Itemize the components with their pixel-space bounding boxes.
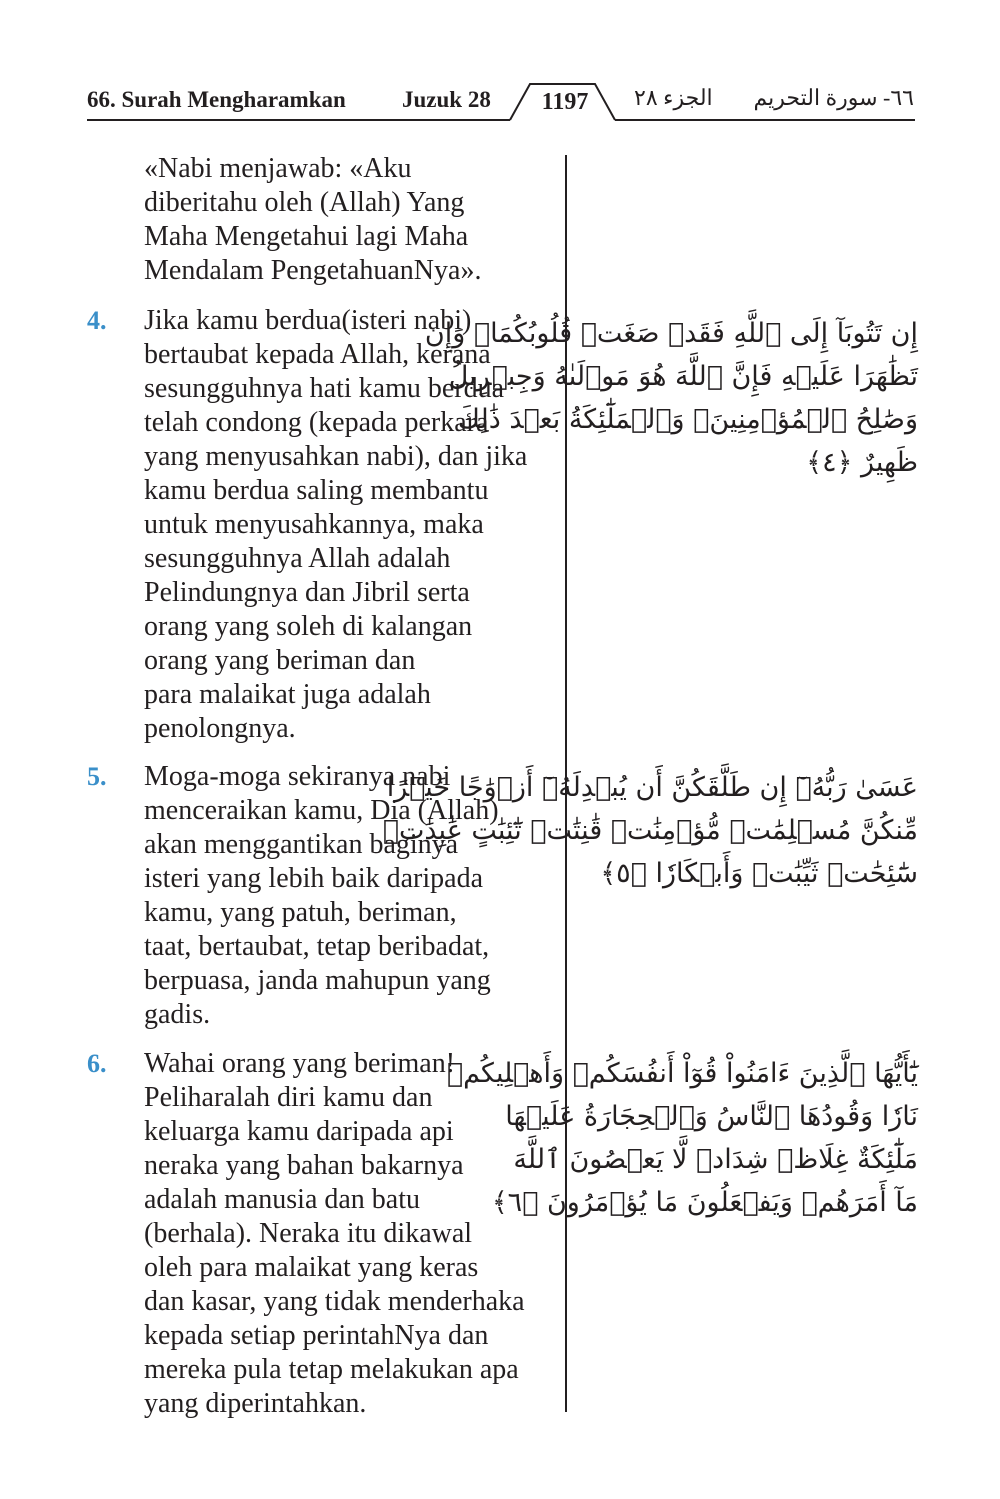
text-line: yang diperintahkan.	[144, 1388, 367, 1419]
juz-label-arabic: الجزء ٢٨	[634, 85, 713, 110]
arabic-line: تَظَٰهَرَا عَلَيۡهِ فَإِنَّ ٱللَّهَ هُوَ مَوۡلَىٰهُ وَجِبۡرِيلُ	[448, 361, 918, 392]
text-line: kepada setiap perintahNya dan	[144, 1320, 489, 1351]
intro-block	[87, 152, 557, 292]
verse-6-arabic	[446, 1052, 918, 1224]
text-line: untuk menyusahkannya, maka	[144, 509, 484, 540]
page-header	[0, 0, 1000, 130]
text-line: Maha Mengetahui lagi Maha	[144, 221, 469, 252]
text-line: kamu berdua saling membantu	[144, 475, 489, 506]
text-line: para malaikat juga adalah	[144, 679, 431, 710]
arabic-line: يَٰٓأَيُّهَا ٱلَّذِينَ ءَامَنُواْ قُوٓاْ أَنفُسَكُمۡ وَأَهۡلِيكُمۡ	[446, 1058, 918, 1089]
text-line: sesungguhnya Allah adalah	[144, 543, 451, 574]
text-line: Moga-moga sekiranya nabi	[144, 761, 451, 792]
intro-text	[144, 152, 564, 288]
arabic-line: عَسَىٰ رَبُّهُۥٓ إِن طَلَّقَكُنَّ أَن يُبۡدِلَهُۥٓ أَزۡوَٰجًا خَيۡرًا	[386, 772, 918, 803]
arabic-line: إِن تَتُوبَآ إِلَى ٱللَّهِ فَقَدۡ صَغَتۡ قُلُوبُكُمَاۖ وَإِن	[424, 318, 918, 349]
arabic-line: سَٰٓئِحَٰتٖ ثَيِّبَٰتٖ وَأَبۡكَارٗا ﴿٥﴾	[600, 858, 918, 889]
arabic-line: مَلَٰٓئِكَةٌ غِلَاظٞ شِدَادٞ لَّا يَعۡصُونَ ٱللَّهَ	[513, 1144, 918, 1175]
text-line: keluarga kamu daripada api	[144, 1116, 454, 1147]
arabic-line: ظَهِيرٌ ﴿٤﴾	[806, 447, 918, 478]
verse-6-translation	[87, 1047, 557, 1427]
text-line: Peliharalah diri kamu dan	[144, 1082, 433, 1113]
text-line: yang menyusahkan nabi), dan jika	[144, 441, 528, 472]
text-line: diberitahu oleh (Allah) Yang	[144, 187, 465, 218]
text-line: Jika kamu berdua(isteri nabi)	[144, 305, 472, 336]
verse-5-arabic	[382, 766, 918, 895]
text-line: berpuasa, janda mahupun yang	[144, 965, 491, 996]
verse-text	[144, 1047, 564, 1421]
surah-title-latin: 66. Surah Mengharamkan	[87, 87, 346, 112]
arabic-line: نَارٗا وَقُودُهَا ٱلنَّاسُ وَٱلۡحِجَارَةُ عَلَيۡهَا	[505, 1101, 918, 1132]
text-line: taat, bertaubat, tetap beribadat,	[144, 931, 490, 962]
text-line: mereka pula tetap melakukan apa	[144, 1354, 519, 1385]
text-line: kamu, yang patuh, beriman,	[144, 897, 457, 928]
verse-4-arabic	[424, 312, 918, 484]
verse-number: 6.	[87, 1049, 107, 1078]
text-line: penolongnya.	[144, 713, 296, 744]
page-number: 1197	[541, 89, 589, 115]
header-rule	[0, 0, 1000, 130]
arabic-line: مَآ أَمَرَهُمۡ وَيَفۡعَلُونَ مَا يُؤۡمَرُونَ ﴿٦﴾	[491, 1187, 918, 1218]
text-line: Pelindungnya dan Jibril serta	[144, 577, 470, 608]
verse-number: 4.	[87, 306, 107, 335]
text-line: Mendalam PengetahuanNya».	[144, 255, 482, 286]
arabic-line: مِّنكُنَّ مُسۡلِمَٰتٖ مُّؤۡمِنَٰتٖ قَٰنِتَٰتٖ تَٰٓئِبَٰتٍ عَٰبِدَٰتٖ	[382, 815, 918, 846]
text-line: isteri yang lebih baik daripada	[144, 863, 483, 894]
text-line: akan menggantikan baginya	[144, 829, 459, 860]
arabic-line: وَصَٰلِحُ ٱلۡمُؤۡمِنِينَۖ وَٱلۡمَلَٰٓئِكَةُ بَعۡدَ ذَٰلِكَ	[457, 404, 918, 435]
text-line: Wahai orang yang beriman!	[144, 1048, 456, 1079]
text-line: gadis.	[144, 999, 211, 1030]
text-line: (berhala). Neraka itu dikawal	[144, 1218, 473, 1249]
text-line: dan kasar, yang tidak menderhaka	[144, 1286, 525, 1317]
text-line: orang yang beriman dan	[144, 645, 416, 676]
text-line: sesungguhnya hati kamu berdua	[144, 373, 505, 404]
text-line: orang yang soleh di kalangan	[144, 611, 473, 642]
juzuk-label-latin: Juzuk 28	[402, 87, 491, 112]
verse-number: 5.	[87, 762, 107, 791]
text-line: neraka yang bahan bakarnya	[144, 1150, 464, 1181]
text-line: telah condong (kepada perkara	[144, 407, 489, 438]
surah-title-arabic: ٦٦- سورة التحريم	[753, 85, 914, 110]
text-line: adalah manusia dan batu	[144, 1184, 421, 1215]
text-line: bertaubat kepada Allah, kerana	[144, 339, 491, 370]
text-line: «Nabi menjawab: «Aku	[144, 153, 412, 184]
text-line: menceraikan kamu, Dia (Allah)	[144, 795, 499, 826]
text-line: oleh para malaikat yang keras	[144, 1252, 479, 1283]
